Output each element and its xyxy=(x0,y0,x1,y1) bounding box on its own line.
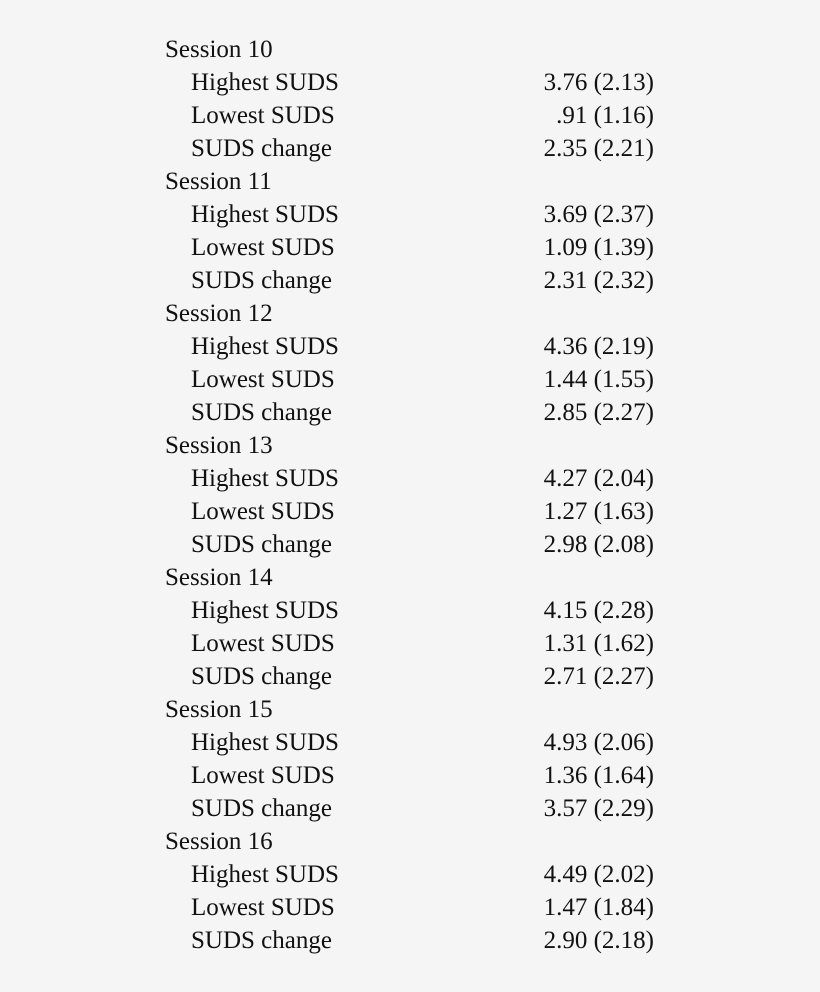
measure-label: Lowest SUDS xyxy=(191,366,335,393)
measure-label: Lowest SUDS xyxy=(191,762,335,789)
table-row xyxy=(0,66,820,99)
session-header-row xyxy=(0,297,820,330)
table-row xyxy=(0,363,820,396)
measure-label: Lowest SUDS xyxy=(191,630,335,657)
session-header-row xyxy=(0,561,820,594)
measure-value: 3.57 (2.29) xyxy=(543,795,654,822)
measure-value: 2.71 (2.27) xyxy=(543,663,654,690)
table-row xyxy=(0,858,820,891)
measure-value: 1.31 (1.62) xyxy=(543,630,654,657)
measure-value: 2.85 (2.27) xyxy=(543,399,654,426)
measure-value: 1.47 (1.84) xyxy=(543,894,654,921)
measure-value: .91 (1.16) xyxy=(556,102,654,129)
measure-label: Highest SUDS xyxy=(191,333,339,360)
table-row xyxy=(0,528,820,561)
measure-value: 1.36 (1.64) xyxy=(543,762,654,789)
table-row xyxy=(0,660,820,693)
session-label: Session 15 xyxy=(165,696,273,723)
measure-label: SUDS change xyxy=(191,795,332,822)
measure-value: 1.44 (1.55) xyxy=(543,366,654,393)
measure-value: 1.27 (1.63) xyxy=(543,498,654,525)
table-row xyxy=(0,198,820,231)
measure-label: Highest SUDS xyxy=(191,861,339,888)
table-row xyxy=(0,99,820,132)
session-label: Session 13 xyxy=(165,432,273,459)
session-header-row xyxy=(0,165,820,198)
measure-value: 2.31 (2.32) xyxy=(543,267,654,294)
measure-label: Lowest SUDS xyxy=(191,234,335,261)
session-header-row xyxy=(0,825,820,858)
table-row xyxy=(0,132,820,165)
measure-value: 3.69 (2.37) xyxy=(543,201,654,228)
measure-label: Highest SUDS xyxy=(191,729,339,756)
table-row xyxy=(0,264,820,297)
suds-table xyxy=(0,33,820,957)
session-header-row xyxy=(0,33,820,66)
table-row xyxy=(0,924,820,957)
measure-label: SUDS change xyxy=(191,927,332,954)
measure-label: Highest SUDS xyxy=(191,69,339,96)
session-header-row xyxy=(0,429,820,462)
measure-label: SUDS change xyxy=(191,135,332,162)
table-row xyxy=(0,231,820,264)
session-label: Session 10 xyxy=(165,36,273,63)
table-row xyxy=(0,792,820,825)
table-row xyxy=(0,891,820,924)
measure-label: Highest SUDS xyxy=(191,597,339,624)
measure-label: Highest SUDS xyxy=(191,465,339,492)
measure-value: 4.36 (2.19) xyxy=(543,333,654,360)
measure-value: 4.49 (2.02) xyxy=(543,861,654,888)
measure-value: 2.35 (2.21) xyxy=(543,135,654,162)
measure-value: 2.98 (2.08) xyxy=(543,531,654,558)
measure-label: Highest SUDS xyxy=(191,201,339,228)
table-row xyxy=(0,495,820,528)
table-row xyxy=(0,330,820,363)
measure-value: 2.90 (2.18) xyxy=(543,927,654,954)
measure-label: SUDS change xyxy=(191,531,332,558)
session-label: Session 16 xyxy=(165,828,273,855)
table-row xyxy=(0,627,820,660)
measure-label: SUDS change xyxy=(191,663,332,690)
measure-value: 4.93 (2.06) xyxy=(543,729,654,756)
measure-value: 4.27 (2.04) xyxy=(543,465,654,492)
measure-label: Lowest SUDS xyxy=(191,102,335,129)
measure-value: 1.09 (1.39) xyxy=(543,234,654,261)
measure-label: SUDS change xyxy=(191,267,332,294)
measure-value: 4.15 (2.28) xyxy=(543,597,654,624)
session-header-row xyxy=(0,693,820,726)
session-label: Session 12 xyxy=(165,300,273,327)
table-row xyxy=(0,594,820,627)
session-label: Session 11 xyxy=(165,168,272,195)
table-row xyxy=(0,759,820,792)
table-row xyxy=(0,462,820,495)
table-row xyxy=(0,396,820,429)
measure-label: Lowest SUDS xyxy=(191,498,335,525)
table-row xyxy=(0,726,820,759)
session-label: Session 14 xyxy=(165,564,273,591)
measure-label: SUDS change xyxy=(191,399,332,426)
measure-label: Lowest SUDS xyxy=(191,894,335,921)
measure-value: 3.76 (2.13) xyxy=(543,69,654,96)
